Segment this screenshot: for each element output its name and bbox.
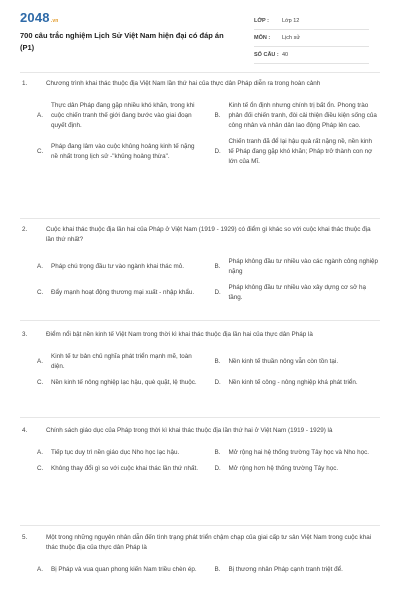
meta-row-count xyxy=(254,47,369,64)
document-meta xyxy=(254,13,369,64)
option-letter: B. xyxy=(214,112,221,119)
option-c[interactable] xyxy=(37,283,201,303)
question-3 xyxy=(22,330,378,388)
option-text: Kinh tế ổn định nhưng chính trị bất ổn. Phong trào phản đối chiến tranh, đòi cải thiện điều kiện sống của công nhân và nhân dân lao động Pháp lên cao. xyxy=(228,102,377,129)
option-letter: C. xyxy=(37,379,44,386)
question-text: Chương trình khai thác thuộc địa Việt Nam lần thứ hai của thực dân Pháp diễn ra trong hoàn cảnh xyxy=(46,80,321,87)
logo-text: 2048 xyxy=(20,10,50,25)
option-text: Bị thương nhân Pháp cạnh tranh triệt để. xyxy=(228,566,343,573)
meta-label: LỚP : xyxy=(254,18,269,24)
option-letter: C. xyxy=(37,148,44,155)
meta-label: MÔN : xyxy=(254,35,271,41)
option-text: Nền kinh tế công - nông nghiệp khá phát triển. xyxy=(228,379,358,386)
option-text: Pháp không đầu tư nhiều vào xây dựng cơ sở hạ tầng. xyxy=(228,284,366,301)
question-2 xyxy=(22,225,378,303)
option-text: Nền kinh tế thuần nông vẫn còn tồn tại. xyxy=(228,358,339,365)
question-number: 4. xyxy=(22,427,28,434)
option-text: Chiến tranh đã để lại hậu quả rất nặng nề, nền kinh tế Pháp đang gặp khó khăn; Pháp trở thành con nợ lớn của Mĩ. xyxy=(228,138,373,165)
page-header xyxy=(0,0,400,70)
option-letter: B. xyxy=(214,358,221,365)
option-text: Bị Pháp và vua quan phong kiến Nam triều chèn ép. xyxy=(51,566,197,573)
option-text: Pháp đang lâm vào cuộc khủng hoảng kinh tế nặng nề nhất trong lịch sử -"khủng hoảng thừa". xyxy=(51,143,195,160)
option-d[interactable] xyxy=(215,137,379,167)
option-letter: A. xyxy=(37,112,43,119)
question-text: Chính sách giáo dục của Pháp trong thời kì khai thác thuộc địa lần thứ hai ở Việt Nam (1919 - 1929) là xyxy=(46,427,333,434)
option-text: Nền kinh tế nông nghiệp lạc hậu, què quặt, lệ thuộc. xyxy=(51,379,197,386)
option-d[interactable] xyxy=(215,283,379,303)
option-b[interactable] xyxy=(215,352,379,372)
meta-value: Lớp 12 xyxy=(282,18,300,24)
option-d[interactable] xyxy=(215,378,379,388)
option-text: Đẩy mạnh hoạt động thương mại xuất - nhập khẩu. xyxy=(51,289,195,296)
question-text: Một trong những nguyên nhân dẫn đến tình trạng phát triển chậm chạp của giai cấp tư sản Việt Nam trong cuộc khai thác thuộc địa của thực dân Pháp là xyxy=(46,534,372,551)
meta-row-subject xyxy=(254,30,369,47)
option-c[interactable] xyxy=(37,464,201,474)
option-letter: A. xyxy=(37,358,43,365)
option-letter: A. xyxy=(37,263,43,270)
meta-value: 40 xyxy=(282,52,289,58)
question-number: 5. xyxy=(22,534,28,541)
divider xyxy=(20,525,380,526)
question-number: 3. xyxy=(22,331,28,338)
question-5 xyxy=(22,533,378,575)
option-letter: B. xyxy=(214,566,221,573)
option-letter: A. xyxy=(37,566,43,573)
option-text: Thực dân Pháp đang gặp nhiều khó khăn, trong khi cuộc chiến tranh thế giới đang bước vào giai đoạn quyết định. xyxy=(51,102,195,129)
options xyxy=(22,565,378,575)
option-letter: B. xyxy=(214,449,221,456)
meta-row-class xyxy=(254,13,369,30)
option-a[interactable] xyxy=(37,257,201,277)
option-text: Kinh tế tư bản chủ nghĩa phát triển mạnh mẽ, toàn diện. xyxy=(51,353,192,370)
site-logo[interactable] xyxy=(20,10,59,25)
document-title: 700 câu trắc nghiệm Lịch Sử Việt Nam hiện đại có đáp án (P1) xyxy=(20,31,224,52)
meta-value: Lịch sử xyxy=(282,35,301,41)
options xyxy=(22,257,378,303)
divider xyxy=(20,417,380,418)
options xyxy=(22,101,378,167)
option-text: Pháp không đầu tư nhiều vào các ngành công nghiệp nặng xyxy=(228,258,379,275)
option-letter: D. xyxy=(214,465,221,472)
option-letter: C. xyxy=(37,465,44,472)
logo-suffix: .vn xyxy=(50,18,59,24)
option-letter: D. xyxy=(214,289,221,296)
option-letter: A. xyxy=(37,449,43,456)
option-text: Mở rộng hơn hệ thống trường Tây học. xyxy=(228,465,339,472)
option-letter: B. xyxy=(214,263,221,270)
meta-label: SỐ CÂU : xyxy=(254,52,279,58)
option-c[interactable] xyxy=(37,378,201,388)
option-a[interactable] xyxy=(37,565,201,575)
option-b[interactable] xyxy=(215,565,379,575)
option-text: Không thay đổi gì so với cuộc khai thác lần thứ nhất. xyxy=(51,465,198,472)
options xyxy=(22,352,378,388)
question-text: Điểm nổi bật nền kinh tế Việt Nam trong thời kì khai thác thuộc địa lần hai của thực dân Pháp là xyxy=(46,331,313,338)
option-a[interactable] xyxy=(37,352,201,372)
option-b[interactable] xyxy=(215,257,379,277)
divider xyxy=(20,320,380,321)
options xyxy=(22,448,378,474)
option-letter: D. xyxy=(214,379,221,386)
question-text: Cuộc khai thác thuộc địa lần hai của Pháp ở Việt Nam (1919 - 1929) có điểm gì khác so với cuộc khai thác thuộc địa lần thứ nhất? xyxy=(46,226,371,243)
option-a[interactable] xyxy=(37,101,201,131)
option-b[interactable] xyxy=(215,101,379,131)
divider xyxy=(20,218,380,219)
option-d[interactable] xyxy=(215,464,379,474)
question-4 xyxy=(22,426,378,474)
divider xyxy=(20,72,380,73)
option-b[interactable] xyxy=(215,448,379,458)
option-a[interactable] xyxy=(37,448,201,458)
option-text: Pháp chú trọng đầu tư vào ngành khai thác mỏ. xyxy=(51,263,185,270)
question-number: 2. xyxy=(22,226,28,233)
option-letter: D. xyxy=(214,148,221,155)
question-number: 1. xyxy=(22,80,28,87)
option-letter: C. xyxy=(37,289,44,296)
option-c[interactable] xyxy=(37,137,201,167)
question-1 xyxy=(22,79,378,167)
option-text: Tiếp tục duy trì nền giáo dục Nho học lạc hậu. xyxy=(51,449,180,456)
option-text: Mở rộng hai hệ thống trường Tây học và Nho học. xyxy=(228,449,369,456)
